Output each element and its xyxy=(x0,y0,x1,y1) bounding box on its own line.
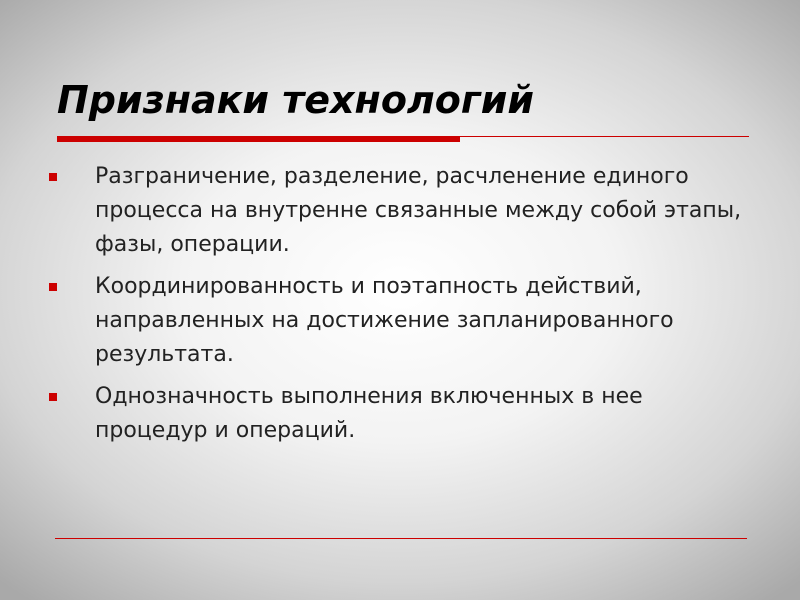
list-item xyxy=(43,380,743,448)
list-item xyxy=(43,160,743,262)
square-bullet-icon xyxy=(49,393,57,401)
bullet-text: Однозначность выполнения включенных в нее процедур и операций. xyxy=(95,384,643,443)
slide-title: Признаки технологий xyxy=(57,78,534,122)
square-bullet-icon xyxy=(49,283,57,291)
bullet-text: Разграничение, разделение, расчленение единого процесса на внутренне связанные между собой этапы, фазы, операции. xyxy=(95,164,742,257)
list-item xyxy=(43,270,743,372)
bullet-list xyxy=(43,160,743,456)
footer-divider xyxy=(55,538,747,539)
square-bullet-icon xyxy=(49,173,57,181)
title-underline-thick xyxy=(57,136,460,142)
bullet-text: Координированность и поэтапность действий, направленных на достижение запланированного результата. xyxy=(95,274,674,367)
